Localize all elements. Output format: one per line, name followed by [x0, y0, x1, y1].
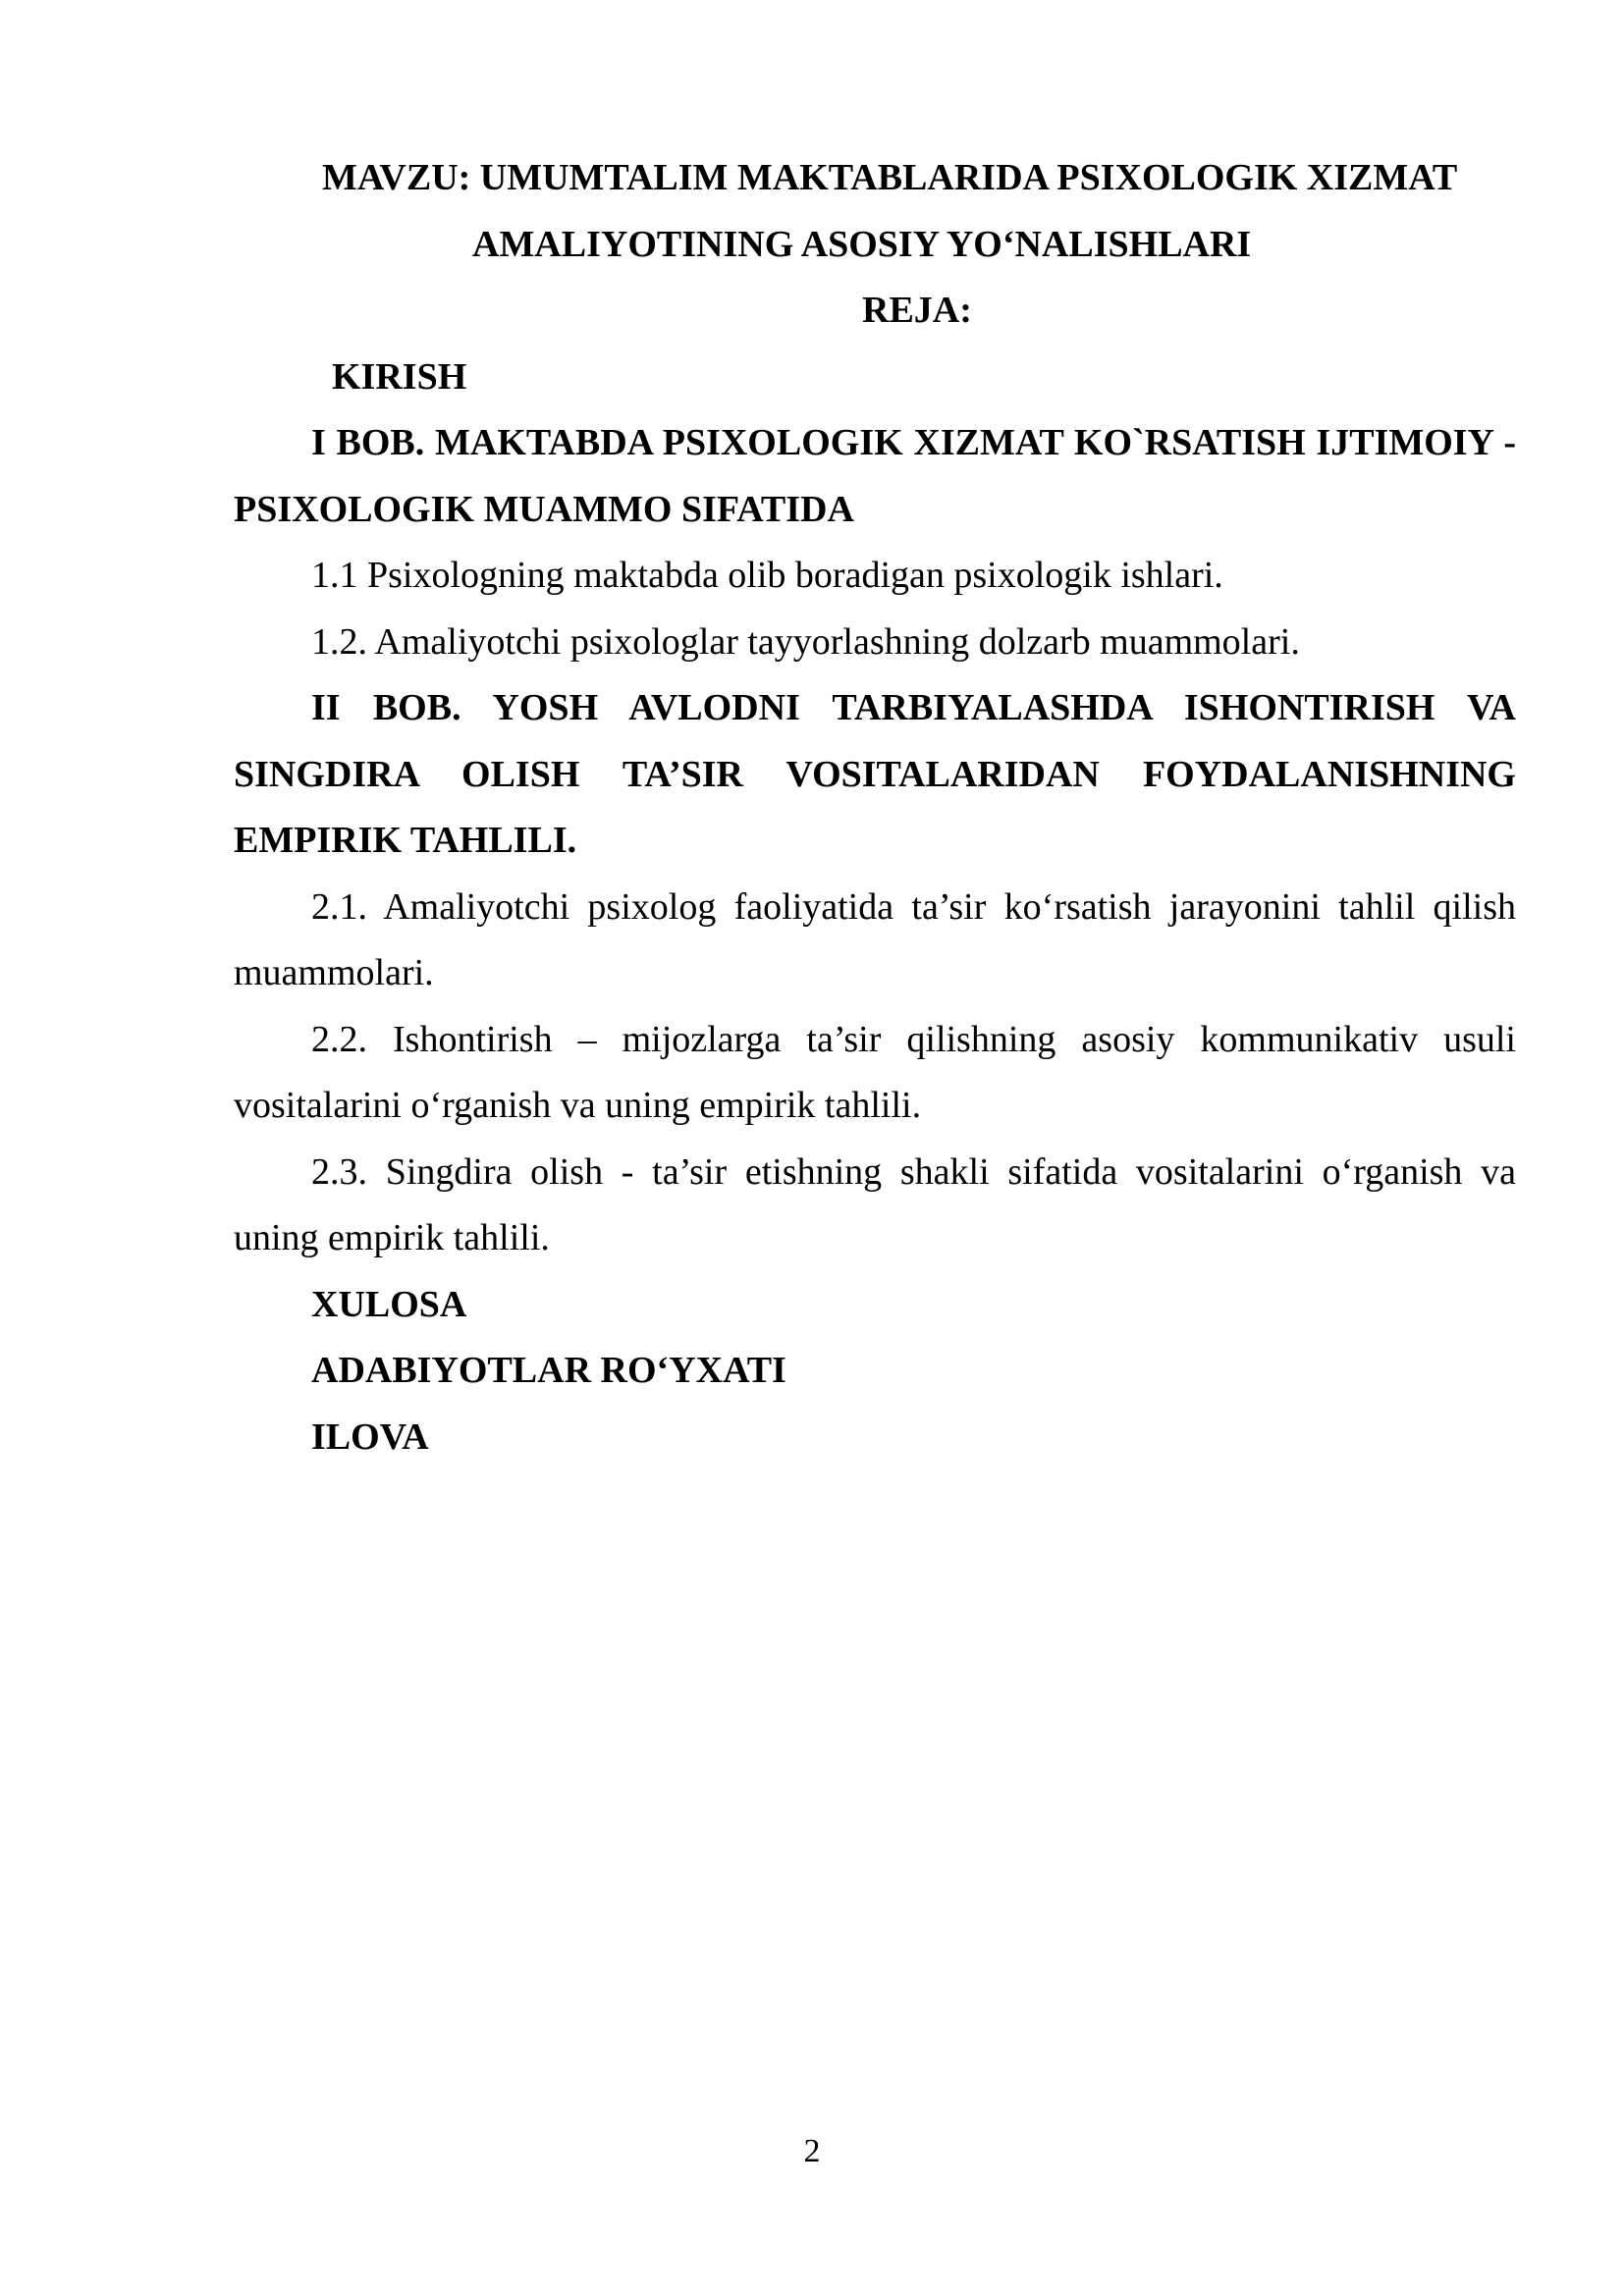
title-line-1: MAVZU: UMUMTALIM MAKTABLARIDA PSIXOLOGIK XIZMAT — [322, 157, 1458, 198]
intro-heading: KIRISH — [332, 355, 467, 398]
chapter-2-title: II BOB. YOSH AVLODNI TARBIYALASHDA ISHONTIRISH VA SINGDIRA OLISH TA’SIR VOSITALARIDAN FOYDALANISHNING EMPIRIK TAHLILI. — [234, 687, 1516, 861]
plan-heading: REJA: — [862, 290, 972, 331]
title-line-2: AMALIYOTINING ASOSIY YO‘NALISHLARI — [472, 223, 1252, 265]
conclusion-heading: XULOSA — [311, 1283, 467, 1325]
appendix-heading: ILOVA — [311, 1415, 429, 1458]
section-1-1: 1.1 Psixologning maktabda olib boradigan psixologik ishlari. — [311, 555, 1223, 596]
section-2-3: 2.3. Singdira olish - ta’sir etishning shakli sifatida vositalarini o‘rganish va uning empirik tahlili. — [234, 1150, 1516, 1258]
references-heading: ADABIYOTLAR RO‘YXATI — [311, 1350, 786, 1391]
section-2-1: 2.1. Amaliyotchi psixolog faoliyatida ta’sir ko‘rsatish jarayonini tahlil qilish muammolari. — [234, 885, 1516, 993]
chapter-1-title: I BOB. MAKTABDA PSIXOLOGIK XIZMAT KO`RSATISH IJTIMOIY - PSIXOLOGIK MUAMMO SIFATIDA — [234, 422, 1516, 530]
section-2-2: 2.2. Ishontirish – mijozlarga ta’sir qilishning asosiy kommunikativ usuli vositalarini o‘rganish va uning empirik tahlili. — [234, 1018, 1516, 1126]
plan-content — [234, 145, 1516, 1470]
section-1-2: 1.2. Amaliyotchi psixologlar tayyorlashning dolzarb muammolari. — [311, 620, 1300, 663]
page-number: 2 — [803, 2133, 821, 2169]
